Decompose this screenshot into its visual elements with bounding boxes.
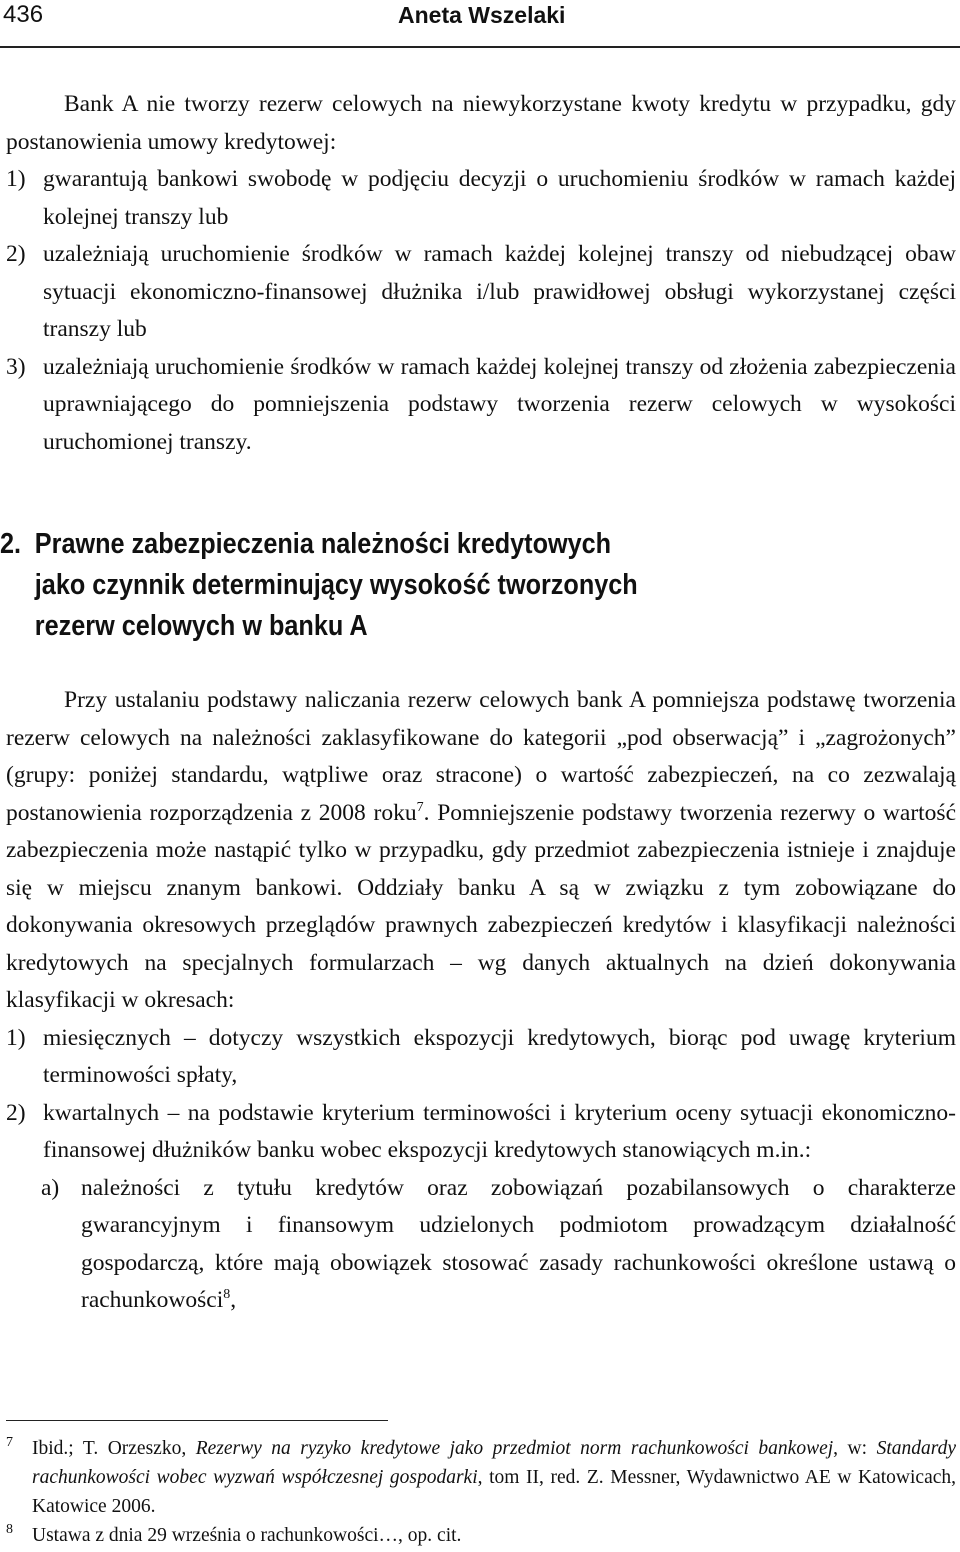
- list-item-text: gwarantują bankowi swobodę w podjęciu decyzji o uruchomieniu środków w ramach każdej kolejnej transzy lub: [43, 166, 956, 230]
- footnote-number: 7: [6, 1435, 13, 1450]
- section-title-line: jako czynnik determinujący wysokość tworzonych: [34, 569, 638, 601]
- intro-paragraph: Bank A nie tworzy rezerw celowych na niewykorzystane kwoty kredytu w przypadku, gdy postanowienia umowy kredytowej:: [6, 91, 956, 155]
- footnote-text: [32, 1438, 956, 1517]
- list-item-text: miesięcznych – dotyczy wszystkich ekspozycji kredytowych, biorąc pod uwagę kryterium terminowości spłaty,: [43, 1024, 956, 1088]
- list-item: [6, 236, 956, 349]
- sub-list-item-letter: a): [41, 1174, 60, 1201]
- section-title-line: Prawne zabezpieczenia należności kredytowych: [34, 528, 612, 560]
- page-number: 436: [3, 1, 44, 28]
- list-item: [6, 1095, 956, 1170]
- main-paragraph-part1: Przy ustalaniu podstawy naliczania rezerw celowych bank A pomniejsza podstawę tworzenia rezerw celowych na należności zaklasyfikowane do kategorii „pod obserwacją” i „zagrożonych” (grupy: poniżej standardu, wątpliwe oraz stracone) o wartość zabezpieczeń, na co zezwalają postanowienia rozporządzenia z 2008 roku: [6, 687, 956, 826]
- sub-list-item: [6, 1170, 956, 1320]
- list-item-text: uzależniają uruchomienie środków w ramach każdej kolejnej transzy od niebudzącej obaw sytuacji ekonomiczno-finansowej dłużnika i/lub prawidłowej obsługi wykorzystanej części transzy lub: [43, 241, 956, 342]
- list-item-number: 3): [6, 353, 26, 380]
- footnote: [6, 1434, 956, 1521]
- list-item-number: 2): [6, 241, 26, 267]
- footnote-book-title: Standardy rachunkowości wobec wyzwań współczesnej gospodarki: [32, 1438, 957, 1488]
- list-item-number: 1): [6, 1024, 26, 1051]
- list-item: [6, 349, 956, 462]
- list-item: [6, 161, 956, 236]
- footnote-ref: 8: [223, 1287, 231, 1302]
- list-item-number: 2): [6, 1099, 26, 1126]
- list-item-text: kwartalnych – na podstawie kryterium terminowości i kryterium oceny sytuacji ekonomiczno-finansowej dłużników banku wobec ekspozycji kredytowych stanowiących m.in.:: [43, 1099, 956, 1163]
- main-section: [6, 682, 956, 1320]
- footnote-number: 8: [6, 1522, 13, 1537]
- list-item-text: uzależniają uruchomienie środków w ramach każdej kolejnej transzy od złożenia zabezpieczenia uprawniającego do pomniejszenia podstawy tworzenia rezerw celowych w wysokości uruchomionej transzy.: [43, 353, 956, 455]
- section-heading: [0, 524, 827, 647]
- footnotes: [6, 1434, 956, 1550]
- footnote-divider: [6, 1420, 388, 1421]
- footnote-middle: , w:: [833, 1438, 877, 1459]
- footnote-suffix: , tom II, red. Z. Messner, Wydawnictwo AE w Katowicach, Katowice 2006.: [32, 1467, 957, 1517]
- running-head-author: Aneta Wszelaki: [398, 2, 566, 28]
- page-header: [0, 0, 960, 48]
- footnote-prefix: Ibid.; T. Orzeszko,: [32, 1438, 196, 1459]
- sub-list-item-text: należności z tytułu kredytów oraz zobowiązań pozabilansowych o charakterze gwarancyjnym i finansowym udzielonych podmiotom prowadzącym działalność gospodarczą, które mają obowiązek stosować zasady rachunkowości określone ustawą o rachunkowości: [81, 1174, 956, 1313]
- list-item-number: 1): [6, 166, 26, 192]
- section-number: 2.: [0, 528, 22, 560]
- footnote-text: Ustawa z dnia 29 września o rachunkowości…, op. cit.: [32, 1525, 462, 1546]
- main-paragraph: [6, 682, 956, 1020]
- list-item: [6, 1020, 956, 1095]
- footnote-title: Rezerwy na ryzyko kredytowe jako przedmiot norm rachunkowości bankowej: [195, 1438, 834, 1459]
- footnote-ref: 7: [416, 799, 424, 815]
- intro-section: [6, 86, 956, 461]
- sub-list-item-tail: ,: [230, 1287, 237, 1313]
- section-title-line: rezerw celowych w banku A: [34, 610, 368, 642]
- footnote: [6, 1521, 956, 1550]
- main-paragraph-part2: . Pomniejszenie podstawy tworzenia rezerwy o wartość zabezpieczenia może nastąpić tylko w przypadku, gdy przedmiot zabezpieczenia istnieje i znajduje się w miejscu znanym bankowi. Oddziały banku A są w związku z tym zobowiązane do dokonywania okresowych przeglądów prawnych zabezpieczeń kredytów i klasyfikacji należności kredytowych na specjalnych formularzach – wg danych aktualnych na dzień dokonywania klasyfikacji w okresach:: [6, 799, 957, 1013]
